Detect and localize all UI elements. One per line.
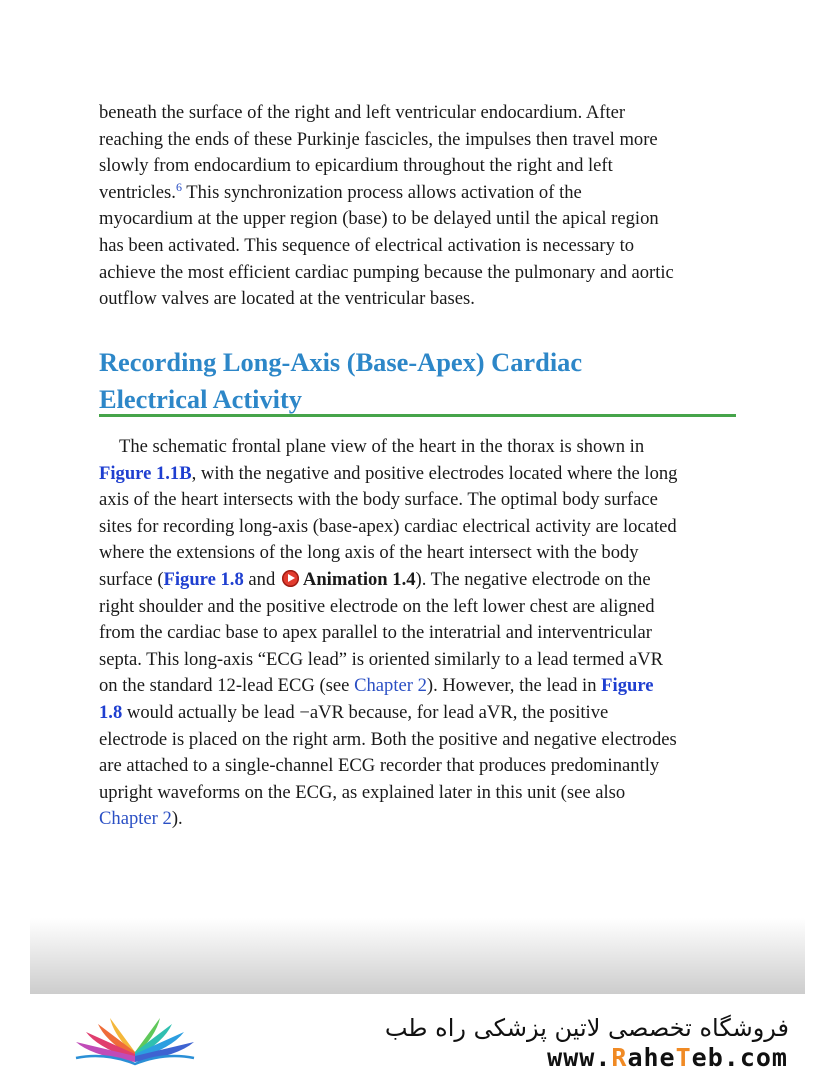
text-fragment: ). However, the lead in — [426, 675, 602, 697]
text-line: outflow valves are located at the ventricular bases. — [99, 288, 475, 310]
footer-shadow — [30, 918, 805, 994]
text-line: right shoulder and the positive electrode on the left lower chest are aligned — [99, 595, 655, 617]
text-line: where the extensions of the long axis of the heart intersect with the body — [99, 542, 639, 564]
figure-link[interactable]: Figure 1.8 — [163, 568, 244, 590]
footer-banner — [0, 994, 834, 1080]
body-paragraph-2 — [99, 434, 741, 833]
footnote-reference[interactable]: 6 — [175, 179, 182, 194]
play-animation-icon[interactable] — [282, 570, 299, 587]
url-part: eb — [691, 1043, 724, 1072]
text-line: sites for recording long-axis (base-apex) cardiac electrical activity are located — [99, 515, 677, 537]
text-line: septa. This long-axis “ECG lead” is oriented similarly to a lead termed aVR — [99, 648, 664, 670]
text-line: from the cardiac base to apex parallel to the interatrial and interventricular — [99, 622, 652, 644]
text-fragment: This synchronization process allows activation of the — [181, 181, 582, 203]
text-fragment: surface ( — [99, 568, 164, 590]
url-part: www. — [547, 1043, 612, 1072]
text-line — [99, 806, 741, 833]
text-fragment: ). — [171, 808, 183, 830]
chapter-link[interactable]: Chapter 2 — [354, 675, 427, 697]
text-line: reaching the ends of these Purkinje fascicles, the impulses then travel more — [99, 128, 658, 150]
url-part: .com — [723, 1043, 788, 1072]
figure-link[interactable]: 1.8 — [99, 701, 123, 723]
text-line: slowly from endocardium to epicardium throughout the right and left — [99, 155, 613, 177]
text-line: beneath the surface of the right and left ventricular endocardium. After — [99, 102, 626, 123]
url-part: T — [675, 1043, 692, 1072]
heading-divider — [99, 414, 736, 417]
heading-line: Recording Long-Axis (Base-Apex) Cardiac — [99, 347, 583, 377]
text-line: upright waveforms on the ECG, as explained later in this unit (see also — [99, 781, 626, 803]
text-line — [99, 700, 741, 727]
heading-line: Electrical Activity — [99, 384, 302, 414]
text-line: has been activated. This sequence of electrical activation is necessary to — [99, 234, 635, 256]
url-part: R — [611, 1043, 628, 1072]
text-fragment: would actually be lead −aVR because, for lead aVR, the positive — [122, 701, 609, 723]
section-heading — [99, 344, 739, 418]
website-url[interactable] — [547, 1044, 788, 1072]
url-part: ahe — [627, 1043, 676, 1072]
figure-link[interactable]: Figure — [601, 675, 654, 697]
text-line: electrode is placed on the right arm. Both the positive and negative electrodes — [99, 728, 677, 750]
text-line: are attached to a single-channel ECG recorder that produces predominantly — [99, 755, 660, 777]
text-line — [99, 673, 741, 700]
open-book-icon — [70, 1006, 200, 1066]
text-line — [99, 461, 741, 488]
text-line: axis of the heart intersects with the body surface. The optimal body surface — [99, 489, 658, 511]
animation-link[interactable]: Animation 1.4 — [302, 568, 416, 590]
text-line: The schematic frontal plane view of the heart in the thorax is shown in — [119, 436, 645, 457]
store-name: فروشگاه تخصصی لاتین پزشکی راه طب — [384, 1014, 789, 1042]
body-paragraph-1 — [99, 100, 741, 313]
figure-link[interactable]: Figure 1.1B — [99, 462, 192, 484]
text-fragment: ventricles. — [99, 181, 176, 203]
chapter-link[interactable]: Chapter 2 — [99, 808, 172, 830]
text-fragment: , with the negative and positive electrodes located where the long — [191, 462, 678, 484]
text-line: myocardium at the upper region (base) to be delayed until the apical region — [99, 208, 659, 230]
text-line — [99, 180, 741, 207]
text-fragment: ). The negative electrode on the — [415, 568, 651, 590]
text-line — [99, 567, 741, 594]
text-fragment: and — [243, 568, 280, 590]
text-fragment: on the standard 12-lead ECG (see — [99, 675, 355, 697]
text-line: achieve the most efficient cardiac pumping because the pulmonary and aortic — [99, 261, 674, 283]
